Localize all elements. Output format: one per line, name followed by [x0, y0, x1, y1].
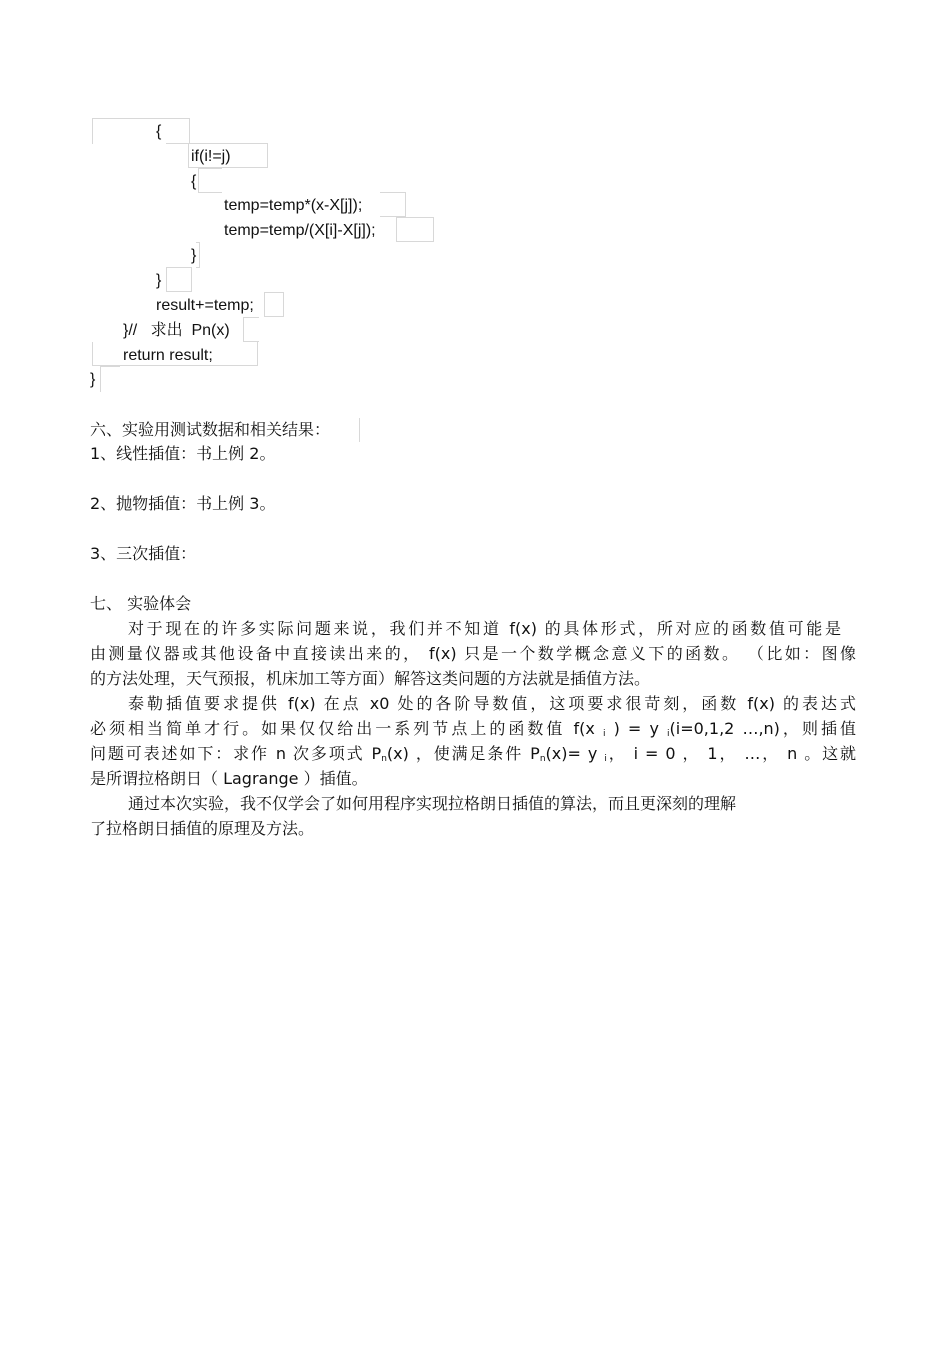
subscript: n: [381, 754, 387, 764]
paragraph-line: [90, 718, 856, 745]
layout-box: [100, 366, 120, 392]
layout-box: [243, 317, 259, 342]
text-run: (x)= y: [545, 744, 605, 763]
layout-box: [166, 118, 190, 144]
code-line: }: [156, 272, 162, 289]
section-heading: 六、实验用测试数据和相关结果：: [90, 420, 331, 439]
layout-box: [196, 242, 200, 268]
code-line: return result;: [123, 347, 213, 364]
list-item: 3、三次插值：: [90, 544, 197, 563]
layout-box: [396, 217, 434, 242]
subscript: i: [602, 729, 606, 739]
layout-box: [380, 192, 406, 217]
list-item: 2、抛物插值：书上例 3。: [90, 494, 276, 513]
layout-box: [264, 292, 284, 317]
code-line: {: [156, 123, 162, 140]
paragraph-line: [90, 743, 856, 770]
paragraph-line: 的方法处理，天气预报，机床加工等方面）解答这类问题的方法就是插值方法。: [90, 669, 651, 688]
text-run: 问题可表述如下：求作 n 次多项式 P: [90, 744, 382, 763]
text-run: 必须相当简单才行。如果仅仅给出一系列节点上的函数值 f(x: [90, 719, 603, 738]
code-line: result+=temp;: [156, 297, 254, 314]
code-line: temp=temp*(x-X[j]);: [224, 197, 363, 214]
layout-box: [166, 267, 192, 292]
paragraph-line: 泰勒插值要求提供 f(x) 在点 x0 处的各阶导数值，这项要求很苛刻，函数 f(x) 的表达式: [128, 694, 856, 713]
code-line: }: [90, 371, 96, 388]
code-line: if(i!=j): [191, 148, 231, 165]
code-line: }// 求出 Pn(x): [123, 322, 230, 339]
subscript: i: [667, 729, 670, 739]
subscript: n: [539, 754, 546, 764]
code-line: }: [191, 247, 197, 264]
layout-box: [198, 168, 222, 193]
text-run: (x) ，使满足条件 P: [386, 744, 540, 763]
paragraph-line: 对于现在的许多实际问题来说，我们并不知道 f(x) 的具体形式，所对应的函数值可能是: [128, 619, 841, 638]
paragraph-line: 由测量仪器或其他设备中直接读出来的， f(x) 只是一个数学概念意义下的函数。 （比如：图像: [90, 644, 856, 663]
text-run: ) = y: [605, 719, 668, 738]
paragraph-line: 是所谓拉格朗日（ Lagrange ）插值。: [90, 769, 368, 788]
paragraph-line: 了拉格朗日插值的原理及方法。: [90, 819, 315, 838]
section-heading: 七、 实验体会: [90, 594, 192, 613]
list-item: 1、线性插值：书上例 2。: [90, 444, 276, 463]
code-line: {: [191, 173, 197, 190]
paragraph-line: 通过本次实验，我不仅学会了如何用程序实现拉格朗日插值的算法，而且更深刻的理解: [128, 794, 737, 813]
subscript: i: [604, 754, 607, 764]
text-run: ， i = 0 ， 1， …， n 。这就: [606, 744, 856, 763]
code-line: temp=temp/(X[i]-X[j]);: [224, 222, 376, 239]
layout-box: [346, 418, 360, 442]
text-run: (i=0,1,2 …,n)，则插值: [669, 719, 856, 738]
